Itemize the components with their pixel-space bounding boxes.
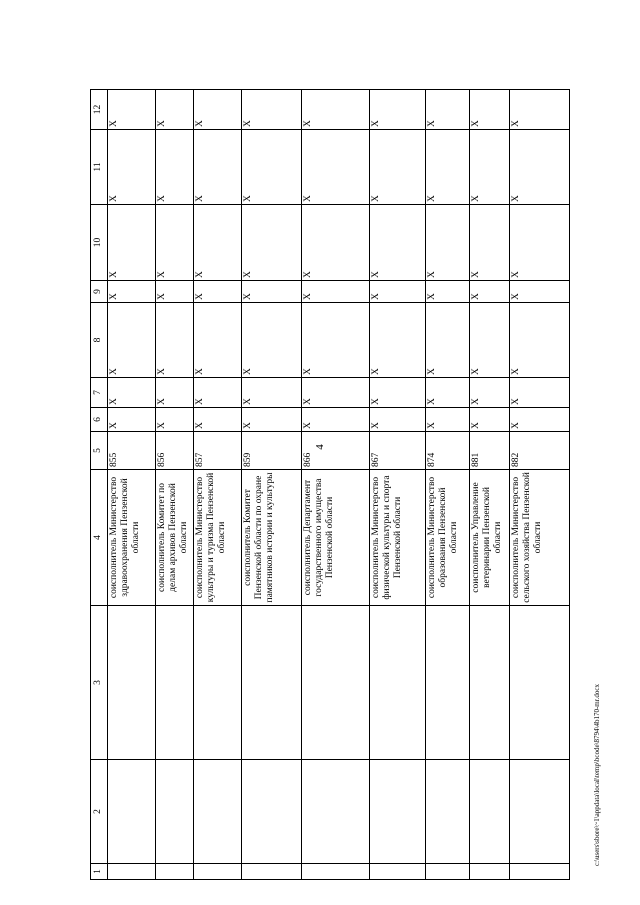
mark-cell: X — [370, 303, 426, 378]
cell-col-1 — [242, 864, 302, 880]
mark-cell: X — [426, 205, 470, 281]
header-row — [91, 90, 108, 880]
mark-cell: X — [194, 90, 242, 130]
cell-col-2 — [156, 760, 194, 864]
code-cell: 882 — [510, 432, 570, 470]
mark-cell: X — [156, 90, 194, 130]
mark-cell: X — [302, 205, 370, 281]
table-row — [426, 90, 470, 880]
mark-cell: X — [156, 378, 194, 408]
mark-cell: X — [370, 205, 426, 281]
cell-col-2 — [302, 760, 370, 864]
mark-cell: X — [510, 303, 570, 378]
mark-cell: X — [510, 90, 570, 130]
table-row — [108, 90, 156, 880]
header-col-1: 1 — [91, 864, 108, 880]
mark-cell: X — [302, 130, 370, 205]
mark-cell: X — [470, 90, 510, 130]
mark-cell: X — [370, 408, 426, 432]
cell-col-3 — [426, 606, 470, 760]
cell-col-2 — [510, 760, 570, 864]
executor-cell: соисполнитель Комитет по делам архивов Пензенской области — [156, 470, 194, 606]
file-path-text: c:\users\sbore\~1\appdata\local\temp\bcode\8794\4b170-mr.docx — [593, 683, 601, 867]
table-row — [156, 90, 194, 880]
mark-cell: X — [302, 378, 370, 408]
mark-cell: X — [108, 281, 156, 303]
rotated-table-container — [90, 90, 560, 880]
mark-cell: X — [510, 378, 570, 408]
header-col-5: 5 — [91, 432, 108, 470]
cell-col-3 — [108, 606, 156, 760]
mark-cell: X — [156, 281, 194, 303]
code-cell: 857 — [194, 432, 242, 470]
header-col-8: 8 — [91, 303, 108, 378]
code-cell: 867 — [370, 432, 426, 470]
mark-cell: X — [426, 408, 470, 432]
program-table — [90, 89, 570, 880]
code-cell: 874 — [426, 432, 470, 470]
table-row — [370, 90, 426, 880]
mark-cell: X — [302, 281, 370, 303]
code-cell: 859 — [242, 432, 302, 470]
cell-col-2 — [470, 760, 510, 864]
mark-cell: X — [242, 90, 302, 130]
mark-cell: X — [194, 378, 242, 408]
cell-col-2 — [242, 760, 302, 864]
table-row — [194, 90, 242, 880]
mark-cell: X — [510, 408, 570, 432]
cell-col-2 — [108, 760, 156, 864]
cell-col-1 — [426, 864, 470, 880]
table-row — [302, 90, 370, 880]
mark-cell: X — [108, 205, 156, 281]
executor-cell: соисполнитель Управление ветеринарии Пензенской области — [470, 470, 510, 606]
cell-col-3 — [470, 606, 510, 760]
code-cell: 855 — [108, 432, 156, 470]
table-row — [470, 90, 510, 880]
mark-cell: X — [242, 303, 302, 378]
cell-col-3 — [242, 606, 302, 760]
mark-cell: X — [242, 281, 302, 303]
header-col-6: 6 — [91, 408, 108, 432]
cell-col-1 — [370, 864, 426, 880]
cell-col-1 — [302, 864, 370, 880]
mark-cell: X — [156, 303, 194, 378]
executor-cell: соисполнитель Департамент государственного имущества Пензенской области — [302, 470, 370, 606]
mark-cell: X — [370, 130, 426, 205]
mark-cell: X — [470, 130, 510, 205]
mark-cell: X — [470, 205, 510, 281]
cell-col-3 — [510, 606, 570, 760]
header-col-9: 9 — [91, 281, 108, 303]
mark-cell: X — [108, 378, 156, 408]
cell-col-2 — [370, 760, 426, 864]
table-row — [242, 90, 302, 880]
mark-cell: X — [470, 378, 510, 408]
code-cell: 881 — [470, 432, 510, 470]
mark-cell: X — [242, 378, 302, 408]
mark-cell: X — [470, 281, 510, 303]
header-col-3: 3 — [91, 606, 108, 760]
mark-cell: X — [194, 408, 242, 432]
mark-cell: X — [370, 281, 426, 303]
header-col-4: 4 — [91, 470, 108, 606]
mark-cell: X — [510, 281, 570, 303]
mark-cell: X — [108, 90, 156, 130]
file-path-footer — [593, 683, 607, 867]
mark-cell: X — [194, 281, 242, 303]
executor-cell: соисполнитель Министерство здравоохранения Пензенской области — [108, 470, 156, 606]
mark-cell: X — [194, 303, 242, 378]
executor-cell: соисполнитель Министерство физической культуры и спорта Пензенской области — [370, 470, 426, 606]
mark-cell: X — [242, 130, 302, 205]
mark-cell: X — [194, 130, 242, 205]
mark-cell: X — [302, 408, 370, 432]
code-cell: 866 — [302, 432, 370, 470]
mark-cell: X — [156, 408, 194, 432]
mark-cell: X — [156, 130, 194, 205]
mark-cell: X — [194, 205, 242, 281]
mark-cell: X — [426, 130, 470, 205]
mark-cell: X — [156, 205, 194, 281]
mark-cell: X — [242, 408, 302, 432]
cell-col-1 — [194, 864, 242, 880]
mark-cell: X — [242, 205, 302, 281]
executor-cell: соисполнитель Комитет Пензенской области по охране памятников истории и культуры — [242, 470, 302, 606]
header-col-2: 2 — [91, 760, 108, 864]
mark-cell: X — [370, 378, 426, 408]
page-number: 4 — [314, 444, 326, 450]
mark-cell: X — [108, 408, 156, 432]
cell-col-1 — [510, 864, 570, 880]
cell-col-1 — [470, 864, 510, 880]
mark-cell: X — [302, 90, 370, 130]
mark-cell: X — [470, 303, 510, 378]
mark-cell: X — [426, 90, 470, 130]
cell-col-2 — [426, 760, 470, 864]
cell-col-1 — [156, 864, 194, 880]
mark-cell: X — [426, 378, 470, 408]
cell-col-2 — [194, 760, 242, 864]
mark-cell: X — [108, 130, 156, 205]
header-col-12: 12 — [91, 90, 108, 130]
header-col-7: 7 — [91, 378, 108, 408]
cell-col-3 — [194, 606, 242, 760]
table-row — [510, 90, 570, 880]
cell-col-3 — [370, 606, 426, 760]
mark-cell: X — [370, 90, 426, 130]
header-col-11: 11 — [91, 130, 108, 205]
cell-col-3 — [302, 606, 370, 760]
cell-col-3 — [156, 606, 194, 760]
code-cell: 856 — [156, 432, 194, 470]
mark-cell: X — [108, 303, 156, 378]
mark-cell: X — [302, 303, 370, 378]
executor-cell: соисполнитель Министерство культуры и туризма Пензенской области — [194, 470, 242, 606]
mark-cell: X — [426, 303, 470, 378]
executor-cell: соисполнитель Министерство образования Пензенской области — [426, 470, 470, 606]
header-col-10: 10 — [91, 205, 108, 281]
executor-cell: соисполнитель Министерство сельского хозяйства Пензенской области — [510, 470, 570, 606]
mark-cell: X — [510, 130, 570, 205]
mark-cell: X — [510, 205, 570, 281]
mark-cell: X — [426, 281, 470, 303]
cell-col-1 — [108, 864, 156, 880]
mark-cell: X — [470, 408, 510, 432]
